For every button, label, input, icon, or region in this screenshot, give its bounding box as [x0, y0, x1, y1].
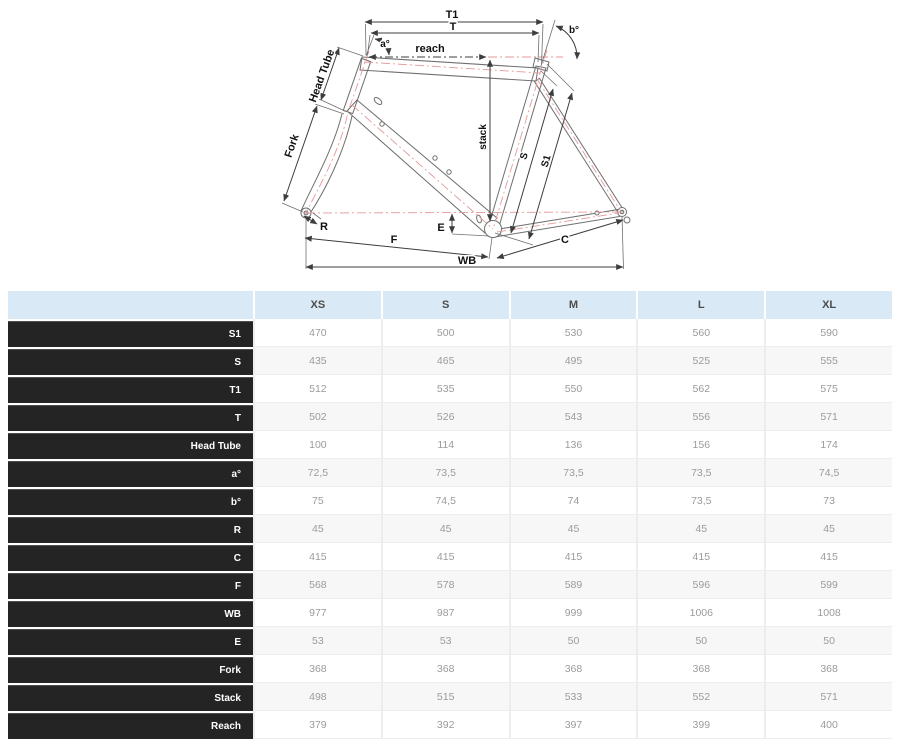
- row-label: Reach: [8, 711, 253, 739]
- value-cell: 415: [764, 543, 892, 571]
- value-cell: 552: [636, 683, 764, 711]
- table-corner-cell: [8, 291, 253, 319]
- value-cell: 45: [764, 515, 892, 543]
- value-cell: 379: [253, 711, 381, 739]
- value-cell: 73,5: [509, 459, 637, 487]
- value-cell: 114: [381, 431, 509, 459]
- value-cell: 987: [381, 599, 509, 627]
- value-cell: 415: [253, 543, 381, 571]
- value-cell: 568: [253, 571, 381, 599]
- value-cell: 555: [764, 347, 892, 375]
- table-row: [8, 543, 892, 571]
- value-cell: 543: [509, 403, 637, 431]
- row-label: C: [8, 543, 253, 571]
- size-column-header-xl: XL: [764, 291, 892, 319]
- value-cell: 589: [509, 571, 637, 599]
- table-row: [8, 627, 892, 655]
- label-e: E: [437, 222, 445, 234]
- table-row: [8, 683, 892, 711]
- table-row: [8, 487, 892, 515]
- label-b-angle: b°: [568, 25, 580, 36]
- value-cell: 397: [509, 711, 637, 739]
- value-cell: 156: [636, 431, 764, 459]
- row-label: WB: [8, 599, 253, 627]
- value-cell: 100: [253, 431, 381, 459]
- label-f: F: [390, 234, 398, 246]
- value-cell: 515: [381, 683, 509, 711]
- frame-drawing: [0, 0, 900, 289]
- value-cell: 999: [509, 599, 637, 627]
- table-header-row: [8, 291, 892, 319]
- value-cell: 578: [381, 571, 509, 599]
- value-cell: 45: [381, 515, 509, 543]
- table-row: [8, 599, 892, 627]
- value-cell: 73,5: [636, 459, 764, 487]
- value-cell: 599: [764, 571, 892, 599]
- size-column-header-s: S: [381, 291, 509, 319]
- value-cell: 45: [253, 515, 381, 543]
- value-cell: 535: [381, 375, 509, 403]
- value-cell: 399: [636, 711, 764, 739]
- label-s1: S1: [539, 153, 554, 169]
- value-cell: 571: [764, 683, 892, 711]
- value-cell: 525: [636, 347, 764, 375]
- label-s: S: [518, 151, 531, 162]
- value-cell: 53: [253, 627, 381, 655]
- geometry-table: [8, 291, 892, 739]
- row-label: T: [8, 403, 253, 431]
- value-cell: 512: [253, 375, 381, 403]
- label-a-angle: a°: [380, 39, 390, 50]
- value-cell: 562: [636, 375, 764, 403]
- label-wb: WB: [457, 255, 477, 267]
- value-cell: 498: [253, 683, 381, 711]
- table-row: [8, 711, 892, 739]
- value-cell: 502: [253, 403, 381, 431]
- value-cell: 575: [764, 375, 892, 403]
- label-t1: T1: [445, 9, 459, 21]
- frame-outline: [301, 57, 623, 237]
- label-fork: Fork: [282, 132, 302, 160]
- table-row: [8, 431, 892, 459]
- table-body: [8, 319, 892, 739]
- row-label: S1: [8, 319, 253, 347]
- label-head-tube: Head Tube: [307, 47, 338, 105]
- row-label: E: [8, 627, 253, 655]
- dimension-labels: [283, 9, 579, 267]
- value-cell: 590: [764, 319, 892, 347]
- table-row: [8, 571, 892, 599]
- value-cell: 50: [636, 627, 764, 655]
- table-row: [8, 459, 892, 487]
- value-cell: 1008: [764, 599, 892, 627]
- value-cell: 74,5: [764, 459, 892, 487]
- value-cell: 368: [253, 655, 381, 683]
- table-row: [8, 375, 892, 403]
- value-cell: 50: [764, 627, 892, 655]
- label-reach: reach: [415, 43, 445, 55]
- value-cell: 415: [509, 543, 637, 571]
- row-label: Stack: [8, 683, 253, 711]
- value-cell: 75: [253, 487, 381, 515]
- value-cell: 72,5: [253, 459, 381, 487]
- value-cell: 400: [764, 711, 892, 739]
- value-cell: 550: [509, 375, 637, 403]
- table-row: [8, 515, 892, 543]
- value-cell: 45: [509, 515, 637, 543]
- row-label: T1: [8, 375, 253, 403]
- value-cell: 74,5: [381, 487, 509, 515]
- value-cell: 73,5: [381, 459, 509, 487]
- row-label: R: [8, 515, 253, 543]
- label-r: R: [320, 221, 328, 233]
- row-label: Head Tube: [8, 431, 253, 459]
- table-row: [8, 347, 892, 375]
- value-cell: 50: [509, 627, 637, 655]
- table-row: [8, 655, 892, 683]
- value-cell: 73,5: [636, 487, 764, 515]
- value-cell: 556: [636, 403, 764, 431]
- value-cell: 470: [253, 319, 381, 347]
- table-row: [8, 319, 892, 347]
- row-label: S: [8, 347, 253, 375]
- row-label: a°: [8, 459, 253, 487]
- table-row: [8, 403, 892, 431]
- row-label: F: [8, 571, 253, 599]
- value-cell: 465: [381, 347, 509, 375]
- value-cell: 415: [381, 543, 509, 571]
- value-cell: 174: [764, 431, 892, 459]
- row-label: Fork: [8, 655, 253, 683]
- value-cell: 495: [509, 347, 637, 375]
- dimension-lines: [284, 22, 623, 267]
- size-column-header-m: M: [509, 291, 637, 319]
- row-label: b°: [8, 487, 253, 515]
- value-cell: 368: [381, 655, 509, 683]
- value-cell: 368: [636, 655, 764, 683]
- value-cell: 977: [253, 599, 381, 627]
- value-cell: 526: [381, 403, 509, 431]
- label-t: T: [449, 21, 457, 33]
- value-cell: 73: [764, 487, 892, 515]
- label-c: C: [561, 234, 569, 246]
- size-column-header-l: L: [636, 291, 764, 319]
- label-stack: stack: [478, 124, 489, 150]
- value-cell: 53: [381, 627, 509, 655]
- value-cell: 530: [509, 319, 637, 347]
- value-cell: 392: [381, 711, 509, 739]
- value-cell: 368: [764, 655, 892, 683]
- bike-geometry-diagram: [0, 0, 900, 289]
- value-cell: 571: [764, 403, 892, 431]
- value-cell: 74: [509, 487, 637, 515]
- value-cell: 1006: [636, 599, 764, 627]
- value-cell: 415: [636, 543, 764, 571]
- value-cell: 136: [509, 431, 637, 459]
- value-cell: 435: [253, 347, 381, 375]
- size-column-header-xs: XS: [253, 291, 381, 319]
- value-cell: 368: [509, 655, 637, 683]
- value-cell: 500: [381, 319, 509, 347]
- value-cell: 533: [509, 683, 637, 711]
- value-cell: 596: [636, 571, 764, 599]
- value-cell: 560: [636, 319, 764, 347]
- value-cell: 45: [636, 515, 764, 543]
